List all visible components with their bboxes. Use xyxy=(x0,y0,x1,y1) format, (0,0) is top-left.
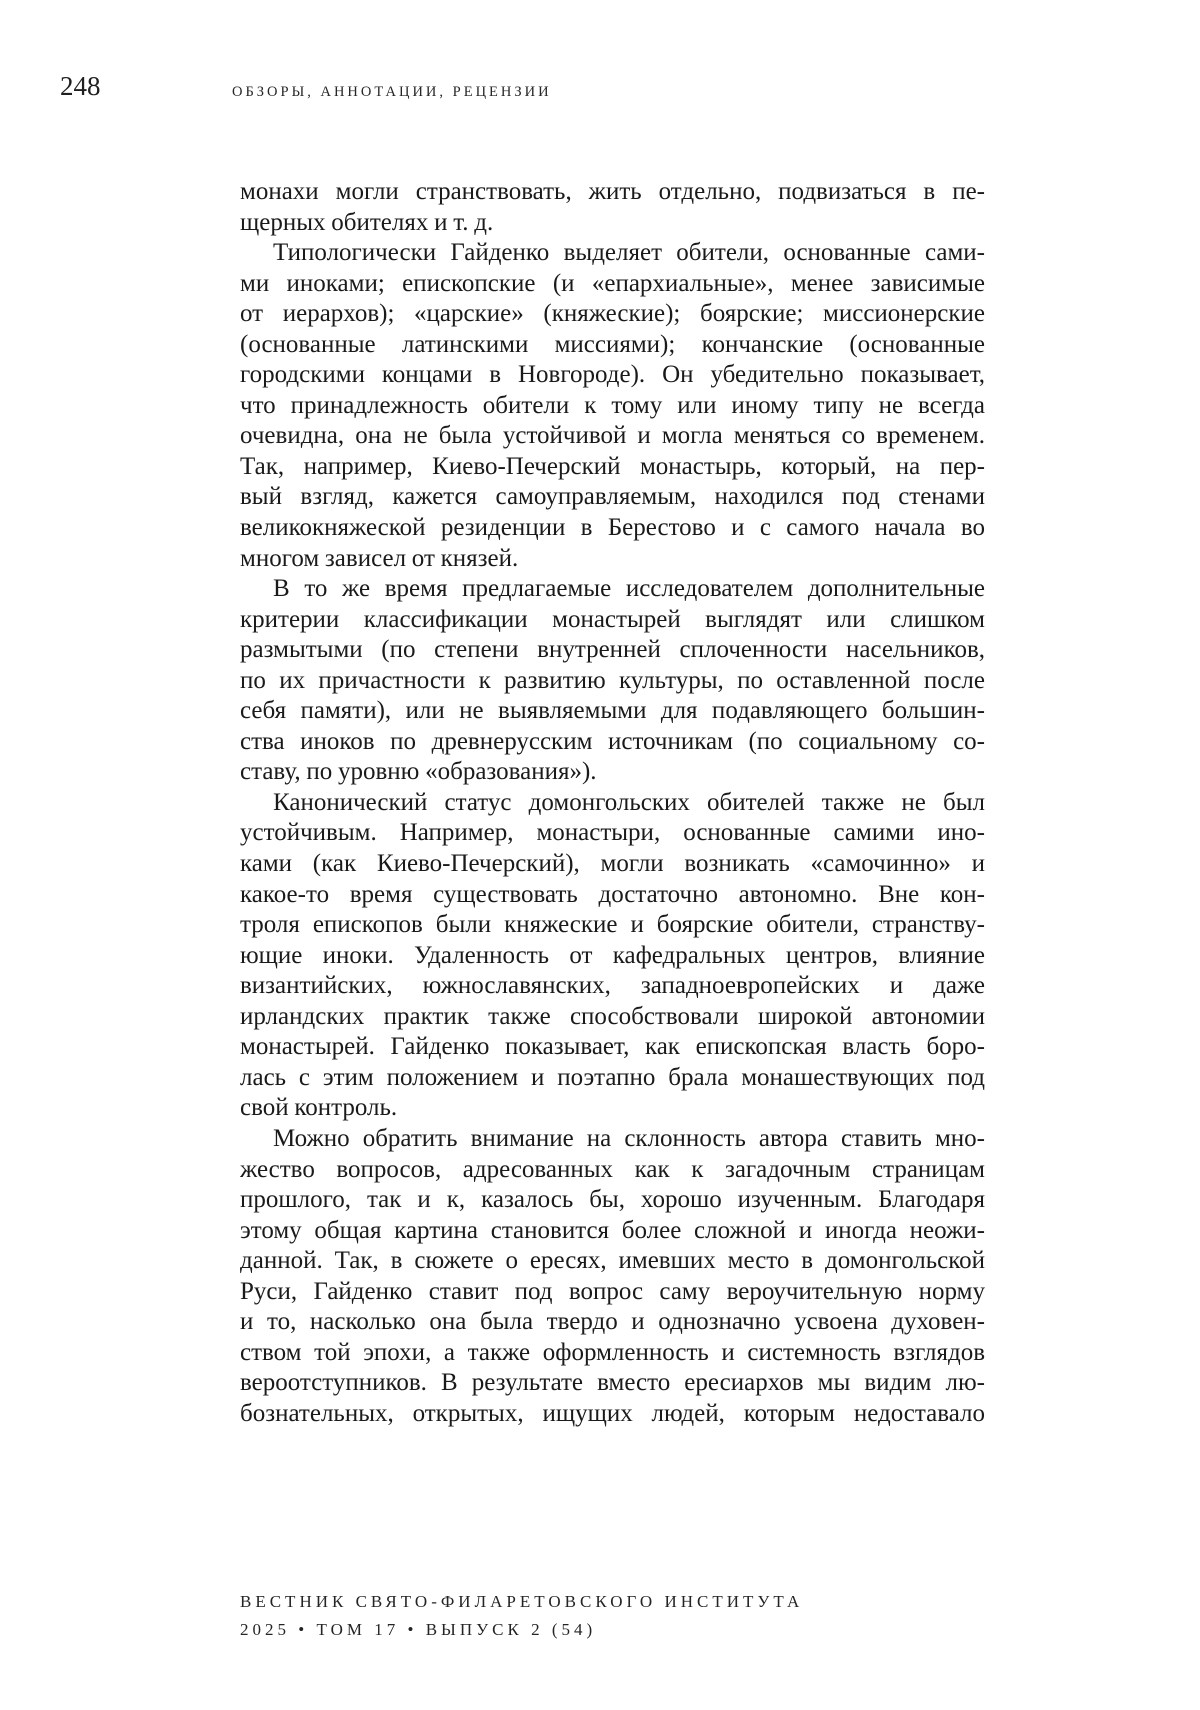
text-line: Так, например, Киево-Печерский монастырь, который, на пер- xyxy=(240,452,985,480)
text-line: ющие иноки. Удаленность от кафедральных центров, влияние xyxy=(240,941,985,969)
text-block xyxy=(240,177,985,1429)
text-line: вероотступников. В результате вместо ересиархов мы видим лю- xyxy=(240,1369,985,1397)
text-line: ми иноками; епископские (и «епархиальные», менее зависимые xyxy=(240,269,985,297)
text-line: Можно обратить внимание на склонность автора ставить мно- xyxy=(273,1124,985,1152)
text-line: великокняжеской резиденции в Берестово и с самого начала во xyxy=(240,514,985,542)
journal-name: ВЕСТНИК СВЯТО-ФИЛАРЕТОВСКОГО ИНСТИТУТА xyxy=(240,1592,804,1611)
text-line: (основанные латинскими миссиями); кончанские (основанные xyxy=(240,330,985,358)
paragraph xyxy=(240,574,985,788)
text-line: лась с этим положением и поэтапно брала монашествующих под xyxy=(240,1063,985,1091)
page-number: 248 xyxy=(60,71,101,101)
text-line: византийских, южнославянских, западноевропейских и даже xyxy=(240,972,985,1000)
text-line: размытыми (по степени внутренней сплоченности насельников, xyxy=(240,636,985,664)
text-line: ставу, по уровню «образования»). xyxy=(240,758,597,786)
text-line: очевидна, она не была устойчивой и могла меняться со временем. xyxy=(240,422,985,450)
paragraph xyxy=(240,177,985,238)
running-head: ОБЗОРЫ, АННОТАЦИИ, РЕЦЕНЗИИ xyxy=(232,84,552,100)
text-line: прошлого, так и к, казалось бы, хорошо изученным. Благодаря xyxy=(240,1186,985,1214)
text-line: бознательных, открытых, ищущих людей, которым недоставало xyxy=(240,1399,985,1427)
text-line: Руси, Гайденко ставит под вопрос саму вероучительную норму xyxy=(240,1277,985,1305)
paragraph xyxy=(240,238,985,574)
text-line: этому общая картина становится более сложной и иногда неожи- xyxy=(240,1216,985,1244)
text-line: критерии классификации монастырей выглядят или слишком xyxy=(240,605,985,633)
text-line: от иерархов); «царские» (княжеские); боярские; миссионерские xyxy=(240,300,985,328)
text-line: Канонический статус домонгольских обителей также не был xyxy=(273,788,985,816)
text-line: какое-то время существовать достаточно автономно. Вне кон- xyxy=(240,880,985,908)
text-line: монахи могли странствовать, жить отдельно, подвизаться в пе- xyxy=(240,178,985,205)
text-line: В то же время предлагаемые исследователем дополнительные xyxy=(273,575,985,603)
text-line: монастырей. Гайденко показывает, как епископская власть боро- xyxy=(240,1033,985,1061)
text-line: ирландских практик также способствовали широкой автономии xyxy=(240,1002,985,1030)
issue-line: 2025 • ТОМ 17 • ВЫПУСК 2 (54) xyxy=(240,1619,597,1639)
text-line: ства иноков по древнерусским источникам (по социальному со- xyxy=(240,727,985,755)
text-line: городскими концами в Новгороде). Он убедительно показывает, xyxy=(240,361,985,389)
text-line: многом зависел от князей. xyxy=(240,544,519,572)
text-line: троля епископов были княжеские и боярские обители, странству- xyxy=(240,911,985,939)
paragraph xyxy=(240,788,985,1124)
text-line: что принадлежность обители к тому или иному типу не всегда xyxy=(240,391,985,419)
text-line: свой контроль. xyxy=(240,1094,398,1122)
text-line: себя памяти), или не выявляемыми для подавляющего большин- xyxy=(240,697,985,725)
text-line: устойчивым. Например, монастыри, основанные самими ино- xyxy=(240,819,985,847)
text-line: ками (как Киево-Печерский), могли возникать «самочинно» и xyxy=(240,850,985,878)
text-line: по их причастности к развитию культуры, по оставленной после xyxy=(240,666,985,694)
text-line: ством той эпохи, а также оформленность и системность взглядов xyxy=(240,1338,985,1366)
text-line: вый взгляд, кажется самоуправляемым, находился под стенами xyxy=(240,483,985,511)
text-line: жество вопросов, адресованных как к загадочным страницам xyxy=(240,1155,985,1183)
text-line: данной. Так, в сюжете о ересях, имевших место в домонгольской xyxy=(240,1247,985,1275)
text-line: Типологически Гайденко выделяет обители, основанные сами- xyxy=(273,239,985,267)
text-line: щерных обителях и т. д. xyxy=(240,208,494,236)
paragraph xyxy=(240,1124,985,1429)
page-footer xyxy=(240,1588,803,1643)
text-line: и то, насколько она была твердо и однозначно усвоена духовен- xyxy=(240,1308,985,1336)
